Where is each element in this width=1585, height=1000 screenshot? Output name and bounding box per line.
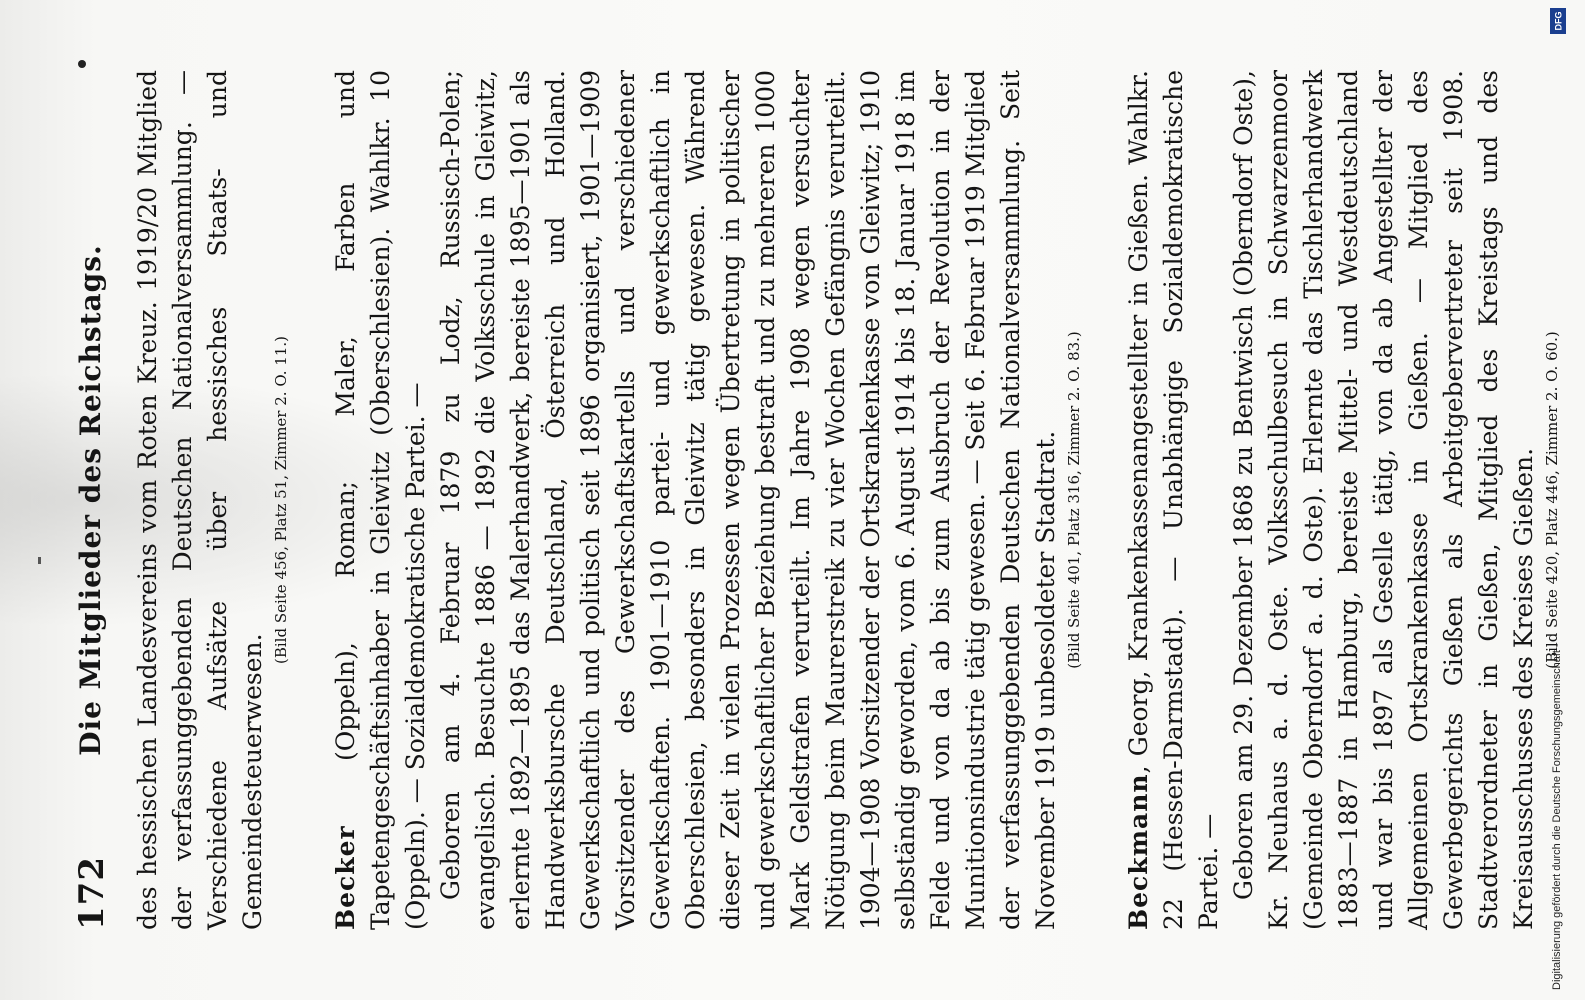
ink-mark (38, 557, 41, 564)
member-name: Becker (331, 825, 360, 930)
member-entry-header (328, 70, 433, 930)
running-head (72, 70, 112, 930)
dfg-logo-text: DFG (1553, 11, 1563, 31)
member-entry-header (1121, 70, 1226, 930)
ink-spot (78, 60, 86, 68)
member-biography: Geboren am 29. Dezember 1868 zu Bentwisch (Oberndorf Oste), Kr. Neuhaus a. d. Oste. Volksschulbesuch in Schwarzenmoor (Gemeinde Oberndorf a. d. Oste). Erlernte das Tischlerhandwerk 1883—1887 in Hamburg, bereiste Mittel- und Westdeutschland und war bis 1897 als Geselle tätig, von da ab Angestellter der Allgemeinen Ortskrankenkasse in Gießen. — Mitglied des Gewerbegerichts Gießen als Arbeitgebervertreter seit 1908. Stadtverordneter in Gießen, Mitglied des Kreistags und des Kreisausschusses des Kreises Gießen. (1229, 70, 1538, 930)
picture-reference-caption: (Bild Seite 401, Platz 316, Zimmer 2. O. 83.) (1065, 331, 1083, 669)
dfg-logo (1550, 8, 1566, 34)
running-title: Die Mitglieder des Reichstags. (74, 244, 107, 756)
member-biography: Geboren am 4. Februar 1879 zu Lodz, Russisch-Polen; evangelisch. Besuchte 1886 — 1892 die Volksschule in Gleiwitz, erlernte 1892—1895 das Malerhandwerk, bereiste 1895—1901 als Handwerksbursche Deutschland, Österreich und Holland. Gewerkschaftlich und politisch seit 1896 organisiert, 1901—1909 Vorsitzender des Gewerkschaftskartells und verschiedener Gewerkschaften. 1901—1910 partei- und gewerkschaftlich in Oberschlesien, besonders in Gleiwitz tätig gewesen. Während dieser Zeit in vielen Prozessen wegen Übertretung in politischer und gewerkschaftlicher Beziehung bestraft und zu mehreren 1000 Mark Geldstrafen verurteilt. Im Jahre 1908 wegen versuchter Nötigung beim Maurerstreik zu vier Wochen Gefängnis verurteilt. 1904—1908 Vorsitzender der Ortskrankenkasse von Gleiwitz; 1910 selbständig geworden, vom 6. August 1914 bis 18. Januar 1918 im Felde und von da ab bis zum Ausbruch der Revolution in der Munitionsindustrie tätig gewesen. — Seit 6. Februar 1919 Mitglied der verfassunggebenden Deutschen Nationalversammlung. Seit November 1919 unbesoldeter Stadtrat. (436, 70, 1060, 930)
picture-reference-caption: (Bild Seite 456, Platz 51, Zimmer 2. O. 11.) (272, 336, 290, 665)
body-text (130, 70, 1585, 930)
entry-continuation: des hessischen Landesvereins vom Roten Kreuz. 1919/20 Mitglied der verfassunggebenden Deutschen Nationalversammlung. — Verschiedene Aufsätze über hessisches Staats- und Gemeindesteuerwesen. (133, 70, 267, 930)
member-details: , Georg, Krankenkassenangestellter in Gießen. Wahlkr. 22 (Hessen-Darmstadt). — Unabhängige Sozialdemokratische Partei. — (1124, 70, 1223, 930)
picture-reference-caption: (Bild Seite 420, Platz 446, Zimmer 2. O. 60.) (1543, 331, 1561, 669)
member-name: Beckmann (1124, 773, 1153, 930)
digitization-credit: Digitalisierung gefördert durch die Deutsche Forschungsgemeinschaft - (1551, 643, 1563, 990)
member-details: (Oppeln), Roman; Maler, Farben und Tapetengeschäftsinhaber in Gleiwitz (Oberschlesien). Wahlkr. 10 (Oppeln). — Sozialdemokratische Partei. — (331, 70, 430, 930)
page-number: 172 (72, 856, 112, 930)
